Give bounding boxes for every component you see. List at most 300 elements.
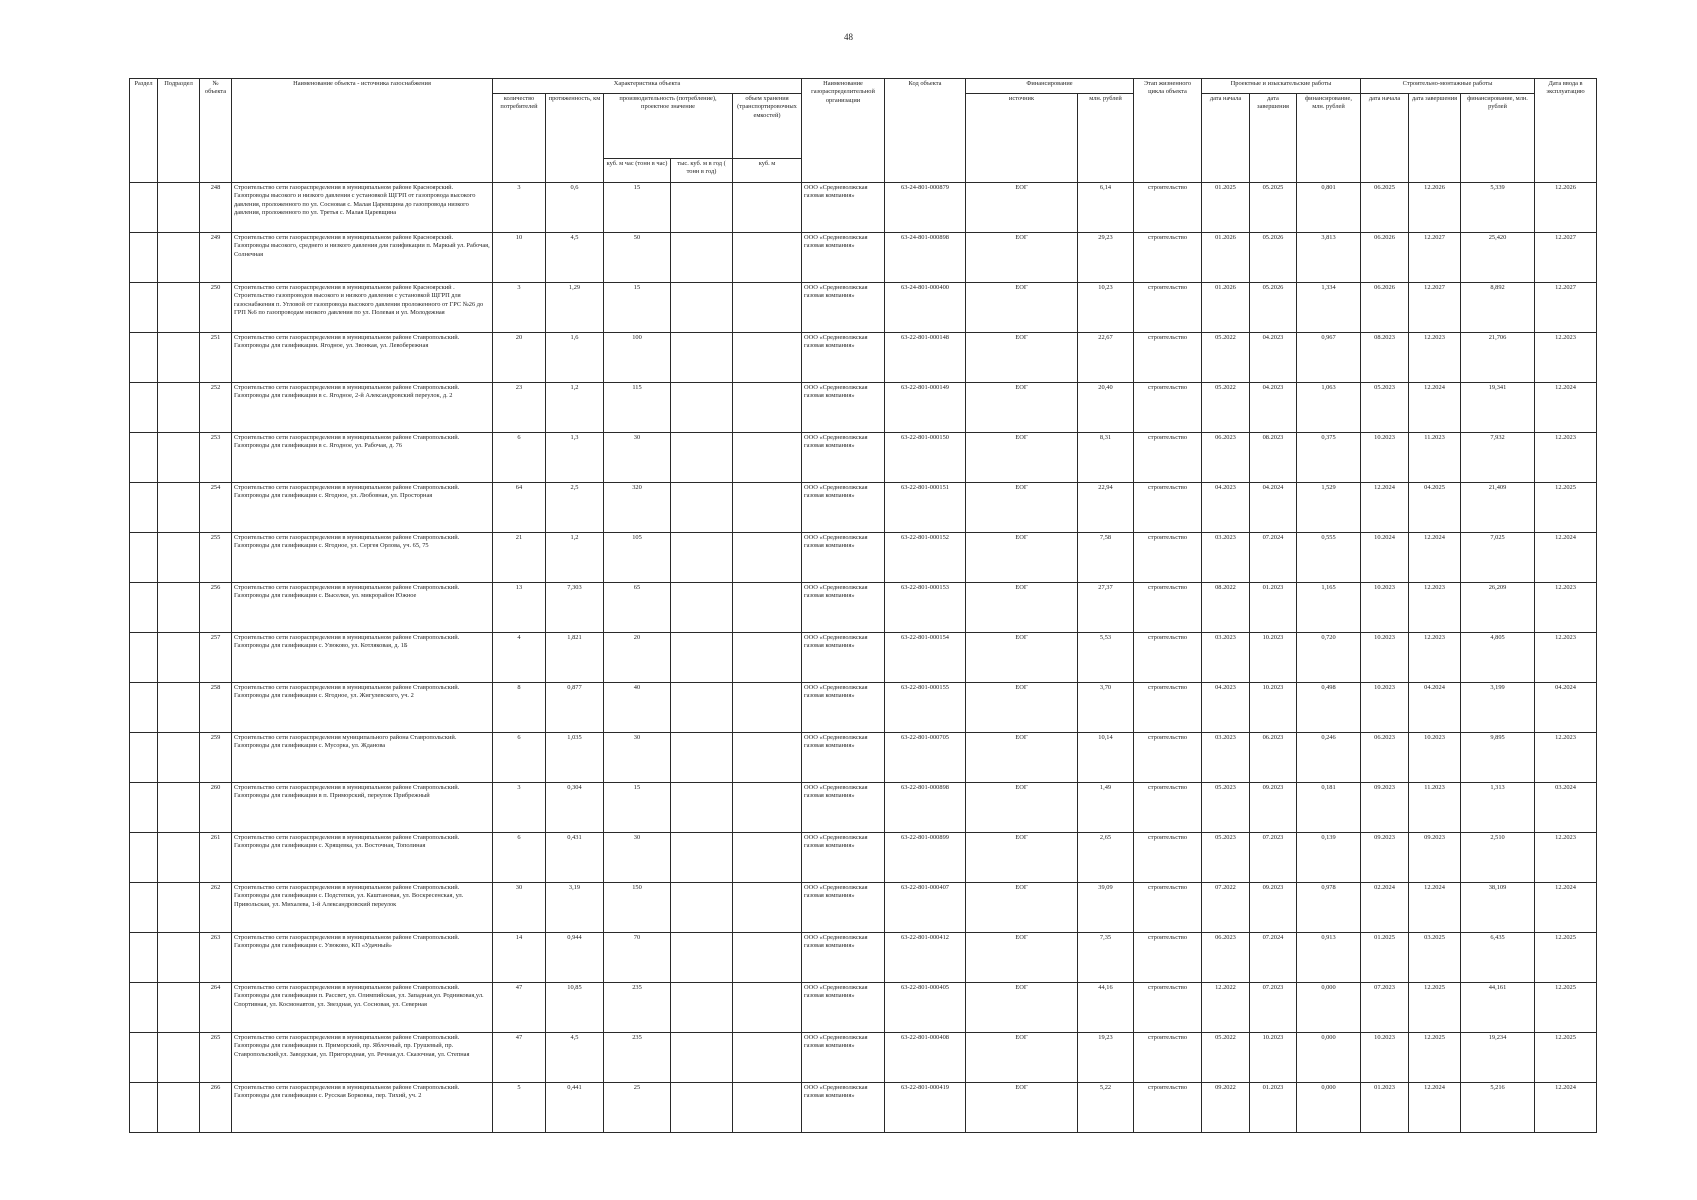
cell-consumers: 6 [493,433,546,483]
cell-construct-fin: 1,313 [1461,783,1535,833]
cell-object-no: 260 [200,783,232,833]
cell-design-fin: 1,063 [1297,383,1361,433]
cell-construct-start: 01.2025 [1361,933,1409,983]
cell-commission: 12.2024 [1535,883,1597,933]
cell-podrazdel [158,333,200,383]
cell-design-fin: 3,813 [1297,233,1361,283]
cell-construct-start: 02.2024 [1361,883,1409,933]
col-capacity: производительность (потребление), проектное значение [604,94,733,159]
cell-length: 1,2 [546,533,604,583]
cell-consumers: 3 [493,783,546,833]
cell-construct-fin: 44,161 [1461,983,1535,1033]
cell-mln: 10,23 [1078,283,1134,333]
gas-objects-table [129,78,1597,1133]
cell-construct-end: 04.2024 [1409,683,1461,733]
cell-construct-end: 04.2025 [1409,483,1461,533]
cell-cap-hour: 320 [604,483,671,533]
cell-source: ЕОГ [966,233,1078,283]
cell-org: ООО «Средневолжская газовая компания» [802,533,885,583]
cell-consumers: 30 [493,883,546,933]
cell-podrazdel [158,983,200,1033]
cell-mln: 29,23 [1078,233,1134,283]
cell-object-no: 249 [200,233,232,283]
cell-mln: 1,49 [1078,783,1134,833]
cell-source: ЕОГ [966,883,1078,933]
cell-consumers: 6 [493,833,546,883]
col-construct: Строительно-монтажные работы [1361,79,1535,94]
cell-storage [733,983,802,1033]
cell-construct-start: 10.2023 [1361,633,1409,683]
cell-design-end: 04.2023 [1250,383,1297,433]
cell-cap-hour: 105 [604,533,671,583]
cell-cap-year [671,483,733,533]
col-stage: Этап жизненного цикла объекта [1134,79,1202,183]
cell-construct-fin: 5,216 [1461,1083,1535,1133]
cell-source: ЕОГ [966,383,1078,433]
cell-storage [733,533,802,583]
cell-object-no: 262 [200,883,232,933]
col-design-start: дата начала [1202,94,1250,183]
cell-stage: строительство [1134,883,1202,933]
cell-cap-hour: 115 [604,383,671,433]
cell-source: ЕОГ [966,433,1078,483]
cell-object-no: 261 [200,833,232,883]
cell-cap-hour: 20 [604,633,671,683]
cell-design-end: 07.2023 [1250,833,1297,883]
cell-object-no: 266 [200,1083,232,1133]
cell-design-end: 06.2023 [1250,733,1297,783]
cell-design-end: 09.2023 [1250,883,1297,933]
cell-razdel [130,933,158,983]
cell-podrazdel [158,783,200,833]
cell-cap-year [671,783,733,833]
cell-cap-hour: 235 [604,983,671,1033]
cell-source: ЕОГ [966,483,1078,533]
cell-commission: 04.2024 [1535,683,1597,733]
cell-podrazdel [158,233,200,283]
col-mln: млн. рублей [1078,94,1134,183]
cell-code: 63-22-801-000152 [885,533,966,583]
col-storage-unit: куб. м [733,159,802,183]
cell-design-fin: 0,978 [1297,883,1361,933]
cell-podrazdel [158,833,200,883]
cell-mln: 39,09 [1078,883,1134,933]
cell-org: ООО «Средневолжская газовая компания» [802,633,885,683]
cell-length: 1,2 [546,383,604,433]
cell-cap-hour: 50 [604,233,671,283]
cell-consumers: 47 [493,983,546,1033]
cell-design-fin: 0,246 [1297,733,1361,783]
cell-design-fin: 0,181 [1297,783,1361,833]
cell-consumers: 21 [493,533,546,583]
col-object-no: № объекта [200,79,232,183]
cell-design-end: 10.2023 [1250,633,1297,683]
cell-org: ООО «Средневолжская газовая компания» [802,933,885,983]
cell-construct-end: 09.2023 [1409,833,1461,883]
cell-design-start: 09.2022 [1202,1083,1250,1133]
cell-object-no: 255 [200,533,232,583]
cell-commission: 12.2024 [1535,533,1597,583]
cell-stage: строительство [1134,533,1202,583]
cell-design-end: 10.2023 [1250,683,1297,733]
cell-design-fin: 0,801 [1297,183,1361,233]
cell-construct-start: 06.2025 [1361,183,1409,233]
cell-design-fin: 1,334 [1297,283,1361,333]
cell-code: 63-24-801-000400 [885,283,966,333]
cell-construct-start: 01.2023 [1361,1083,1409,1133]
cell-razdel [130,633,158,683]
cell-stage: строительство [1134,783,1202,833]
cell-object-name: Строительство сети газораспределения в муниципальном районе Красноярский. Газопроводы высокого, среднего и низкого давления для газификации п. Маркый ул. Рабочая, Солнечная [232,233,493,283]
cell-design-fin: 0,555 [1297,533,1361,583]
cell-construct-fin: 21,409 [1461,483,1535,533]
cell-construct-start: 06.2026 [1361,283,1409,333]
cell-razdel [130,383,158,433]
cell-object-name: Строительство сети газораспределения в муниципальном районе Ставропольский. Газопроводы для газификации. Ягодное, ул. Звонкая, ул. Левобережная [232,333,493,383]
cell-storage [733,233,802,283]
cell-design-end: 07.2024 [1250,533,1297,583]
cell-cap-year [671,683,733,733]
cell-storage [733,433,802,483]
cell-storage [733,583,802,633]
cell-razdel [130,483,158,533]
cell-org: ООО «Средневолжская газовая компания» [802,683,885,733]
cell-construct-end: 12.2027 [1409,283,1461,333]
cell-stage: строительство [1134,1083,1202,1133]
cell-construct-end: 12.2024 [1409,383,1461,433]
cell-construct-start: 06.2026 [1361,233,1409,283]
cell-storage [733,483,802,533]
table-row [130,583,1597,633]
table-row [130,233,1597,283]
cell-razdel [130,433,158,483]
cell-storage [733,933,802,983]
cell-cap-hour: 235 [604,1033,671,1083]
cell-construct-fin: 8,892 [1461,283,1535,333]
cell-object-name: Строительство сети газораспределения в муниципальном районе Ставропольский. Газопроводы для газификации с. Ягодное, ул. Любовная, ул. Просторная [232,483,493,533]
cell-source: ЕОГ [966,583,1078,633]
table-row [130,333,1597,383]
cell-cap-hour: 65 [604,583,671,633]
cell-object-no: 252 [200,383,232,433]
col-construct-start: дата начала [1361,94,1409,183]
cell-design-fin: 1,529 [1297,483,1361,533]
cell-object-no: 250 [200,283,232,333]
cell-razdel [130,883,158,933]
cell-source: ЕОГ [966,1083,1078,1133]
cell-object-name: Строительство сети газораспределения в муниципальном районе Ставропольский. Газопроводы для газификации с. Узюково, КП «Удачный» [232,933,493,983]
col-length: протяженность, км [546,94,604,183]
col-podrazdel: Подраздел [158,79,200,183]
cell-construct-end: 12.2025 [1409,983,1461,1033]
cell-razdel [130,683,158,733]
cell-stage: строительство [1134,383,1202,433]
cell-object-no: 257 [200,633,232,683]
cell-commission: 12.2023 [1535,733,1597,783]
cell-object-no: 265 [200,1033,232,1083]
cell-stage: строительство [1134,283,1202,333]
cell-commission: 12.2023 [1535,583,1597,633]
cell-construct-fin: 7,025 [1461,533,1535,583]
cell-org: ООО «Средневолжская газовая компания» [802,433,885,483]
cell-length: 4,5 [546,233,604,283]
cell-consumers: 3 [493,183,546,233]
cell-design-start: 03.2023 [1202,533,1250,583]
cell-podrazdel [158,583,200,633]
cell-stage: строительство [1134,733,1202,783]
cell-object-no: 254 [200,483,232,533]
cell-construct-start: 10.2023 [1361,433,1409,483]
cell-consumers: 20 [493,333,546,383]
cell-design-fin: 1,165 [1297,583,1361,633]
cell-design-fin: 0,000 [1297,1033,1361,1083]
cell-length: 0,441 [546,1083,604,1133]
cell-design-start: 05.2023 [1202,833,1250,883]
cell-razdel [130,1033,158,1083]
cell-construct-end: 12.2023 [1409,633,1461,683]
cell-construct-fin: 38,109 [1461,883,1535,933]
table-row [130,1083,1597,1133]
cell-object-no: 264 [200,983,232,1033]
cell-object-no: 251 [200,333,232,383]
cell-construct-start: 07.2023 [1361,983,1409,1033]
cell-object-name: Строительство сети газораспределения в муниципальном районе Ставропольский. Газопроводы для газификации с. Выселки, ул. микрорайон Южное [232,583,493,633]
cell-object-name: Строительство сети газораспределения муниципального района Ставропольский. Газопроводы для газификации с. Мусорка, ул. Жданова [232,733,493,783]
cell-construct-end: 03.2025 [1409,933,1461,983]
cell-consumers: 10 [493,233,546,283]
cell-org: ООО «Средневолжская газовая компания» [802,783,885,833]
cell-source: ЕОГ [966,633,1078,683]
cell-object-no: 259 [200,733,232,783]
table-row [130,483,1597,533]
cell-mln: 27,37 [1078,583,1134,633]
cell-consumers: 3 [493,283,546,333]
cell-construct-start: 10.2023 [1361,1033,1409,1083]
col-source: источник [966,94,1078,183]
cell-design-fin: 0,000 [1297,1083,1361,1133]
cell-construct-end: 12.2023 [1409,333,1461,383]
cell-length: 0,877 [546,683,604,733]
cell-design-start: 01.2026 [1202,233,1250,283]
cell-cap-year [671,1083,733,1133]
cell-stage: строительство [1134,183,1202,233]
cell-storage [733,783,802,833]
cell-storage [733,183,802,233]
cell-construct-start: 10.2023 [1361,583,1409,633]
cell-design-end: 07.2024 [1250,933,1297,983]
table-row [130,533,1597,583]
cell-cap-year [671,283,733,333]
cell-object-name: Строительство сети газораспределения в муниципальном районе Ставропольский. Газопроводы для газификации с. Ягодное, ул. Сергея Орлова, уч. 65, 75 [232,533,493,583]
table-row [130,383,1597,433]
cell-source: ЕОГ [966,833,1078,883]
col-cap-year: тыс. куб. м в год ( тонн в год) [671,159,733,183]
cell-object-name: Строительство сети газораспределения в муниципальном районе Ставропольский. Газопроводы для газификации с. Хрящевка, ул. Восточная, Тополиная [232,833,493,883]
cell-cap-hour: 15 [604,283,671,333]
cell-cap-hour: 15 [604,183,671,233]
cell-object-name: Строительство сети газораспределения в муниципальном районе Ставропольский. Газопроводы для газификации с. Ягодное, ул. Жигулевского, уч. 2 [232,683,493,733]
cell-design-start: 05.2022 [1202,333,1250,383]
cell-construct-end: 12.2023 [1409,583,1461,633]
cell-org: ООО «Средневолжская газовая компания» [802,183,885,233]
table-row [130,283,1597,333]
cell-cap-year [671,433,733,483]
cell-object-name: Строительство сети газораспределения в муниципальном районе Ставропольский. Газопроводы для газификации в с. Ягодное, ул. Рабочая, д. 76 [232,433,493,483]
cell-org: ООО «Средневолжская газовая компания» [802,383,885,433]
cell-design-start: 08.2022 [1202,583,1250,633]
cell-mln: 20,40 [1078,383,1134,433]
cell-consumers: 8 [493,683,546,733]
cell-object-no: 248 [200,183,232,233]
cell-code: 63-22-801-000150 [885,433,966,483]
cell-podrazdel [158,883,200,933]
table-row [130,933,1597,983]
col-org: Наименование газораспределительной организации [802,79,885,183]
cell-source: ЕОГ [966,533,1078,583]
cell-object-name: Строительство сети газораспределения в муниципальном районе Красноярский . Строительство газопроводов высокого и низкого давления с установкой ЩГРП для газоснабжения п. Угловой от газопровода высокого давления проложенного от ГРС №26 до ГРП №6 по газопроводам низкого давления по ул. Полевая и ул. Молодежная [232,283,493,333]
cell-length: 2,5 [546,483,604,533]
cell-design-end: 01.2023 [1250,1083,1297,1133]
cell-object-name: Строительство сети газораспределения в муниципальном районе Ставропольский. Газопроводы для газификации п. Рассвет, ул. Олимпийская, ул. Западная,ул. Родниковая,ул. Спортивная, ул. Космонавтов, ул. Звездная, ул. Сосновая, ул. Северная [232,983,493,1033]
cell-design-fin: 0,720 [1297,633,1361,683]
cell-consumers: 23 [493,383,546,433]
cell-design-start: 04.2023 [1202,483,1250,533]
cell-podrazdel [158,1033,200,1083]
cell-object-no: 263 [200,933,232,983]
cell-mln: 44,16 [1078,983,1134,1033]
cell-podrazdel [158,1083,200,1133]
cell-design-start: 03.2023 [1202,633,1250,683]
cell-razdel [130,333,158,383]
cell-cap-year [671,533,733,583]
cell-object-name: Строительство сети газораспределения в муниципальном районе Ставропольский. Газопроводы для газификации п. Приморский, пр. Яблочный, пр. Грушевый, пр. Ставропольский,ул. Заводская, ул. Пригородная, ул. Речная,ул. Сказочная, ул. Степная [232,1033,493,1083]
cell-design-fin: 0,375 [1297,433,1361,483]
cell-mln: 5,53 [1078,633,1134,683]
cell-razdel [130,1083,158,1133]
cell-mln: 22,67 [1078,333,1134,383]
cell-code: 63-22-801-000419 [885,1083,966,1133]
cell-code: 63-22-801-000405 [885,983,966,1033]
cell-org: ООО «Средневолжская газовая компания» [802,1083,885,1133]
cell-mln: 8,31 [1078,433,1134,483]
table-row [130,433,1597,483]
cell-org: ООО «Средневолжская газовая компания» [802,883,885,933]
cell-cap-year [671,1033,733,1083]
cell-stage: строительство [1134,983,1202,1033]
cell-design-fin: 0,139 [1297,833,1361,883]
cell-podrazdel [158,633,200,683]
cell-length: 7,303 [546,583,604,633]
cell-length: 0,6 [546,183,604,233]
cell-construct-fin: 2,510 [1461,833,1535,883]
cell-cap-year [671,383,733,433]
cell-construct-start: 12.2024 [1361,483,1409,533]
cell-storage [733,733,802,783]
cell-podrazdel [158,683,200,733]
cell-design-start: 06.2023 [1202,933,1250,983]
header-row-1 [130,79,1597,94]
cell-length: 10,85 [546,983,604,1033]
cell-podrazdel [158,933,200,983]
cell-code: 63-22-801-000407 [885,883,966,933]
cell-stage: строительство [1134,583,1202,633]
cell-code: 63-22-801-000705 [885,733,966,783]
cell-design-fin: 0,498 [1297,683,1361,733]
cell-design-start: 03.2023 [1202,733,1250,783]
cell-org: ООО «Средневолжская газовая компания» [802,833,885,883]
cell-stage: строительство [1134,933,1202,983]
cell-cap-year [671,583,733,633]
cell-org: ООО «Средневолжская газовая компания» [802,733,885,783]
cell-razdel [130,733,158,783]
cell-source: ЕОГ [966,1033,1078,1083]
cell-commission: 12.2023 [1535,333,1597,383]
cell-construct-fin: 6,435 [1461,933,1535,983]
cell-construct-start: 08.2023 [1361,333,1409,383]
table-row [130,883,1597,933]
cell-code: 63-22-801-000151 [885,483,966,533]
cell-object-name: Строительство сети газораспределения в муниципальном районе Ставропольский. Газопроводы для газификации с. Узюково, ул. Котляковая, д. 1Б [232,633,493,683]
cell-length: 3,19 [546,883,604,933]
cell-storage [733,383,802,433]
cell-design-start: 01.2026 [1202,283,1250,333]
cell-cap-year [671,933,733,983]
cell-construct-fin: 4,805 [1461,633,1535,683]
cell-construct-start: 05.2023 [1361,383,1409,433]
col-cap-hour: куб. м час (тонн в час) [604,159,671,183]
cell-cap-hour: 30 [604,433,671,483]
cell-commission: 12.2025 [1535,483,1597,533]
cell-code: 63-22-801-000898 [885,783,966,833]
cell-object-no: 258 [200,683,232,733]
cell-podrazdel [158,433,200,483]
cell-source: ЕОГ [966,933,1078,983]
cell-cap-hour: 150 [604,883,671,933]
cell-org: ООО «Средневолжская газовая компания» [802,333,885,383]
cell-object-no: 256 [200,583,232,633]
cell-mln: 6,14 [1078,183,1134,233]
cell-design-fin: 0,967 [1297,333,1361,383]
cell-razdel [130,233,158,283]
cell-cap-year [671,333,733,383]
cell-podrazdel [158,533,200,583]
cell-commission: 03.2024 [1535,783,1597,833]
cell-stage: строительство [1134,433,1202,483]
cell-consumers: 64 [493,483,546,533]
cell-source: ЕОГ [966,183,1078,233]
cell-code: 63-22-801-000149 [885,383,966,433]
cell-podrazdel [158,483,200,533]
cell-consumers: 5 [493,1083,546,1133]
cell-org: ООО «Средневолжская газовая компания» [802,1033,885,1083]
cell-construct-fin: 9,895 [1461,733,1535,783]
cell-object-no: 253 [200,433,232,483]
cell-commission: 12.2026 [1535,183,1597,233]
cell-object-name: Строительство сети газораспределения в муниципальном районе Ставропольский. Газопроводы для газификации в с. Ягодное, 2-й Александровский переулок, д. 2 [232,383,493,433]
cell-construct-fin: 19,341 [1461,383,1535,433]
cell-design-end: 05.2026 [1250,233,1297,283]
cell-design-end: 08.2023 [1250,433,1297,483]
cell-org: ООО «Средневолжская газовая компания» [802,583,885,633]
cell-length: 0,431 [546,833,604,883]
cell-podrazdel [158,183,200,233]
cell-storage [733,833,802,883]
cell-construct-fin: 21,706 [1461,333,1535,383]
cell-consumers: 4 [493,633,546,683]
cell-design-end: 05.2026 [1250,283,1297,333]
cell-razdel [130,183,158,233]
col-commission: Дата ввода в эксплуатацию [1535,79,1597,183]
